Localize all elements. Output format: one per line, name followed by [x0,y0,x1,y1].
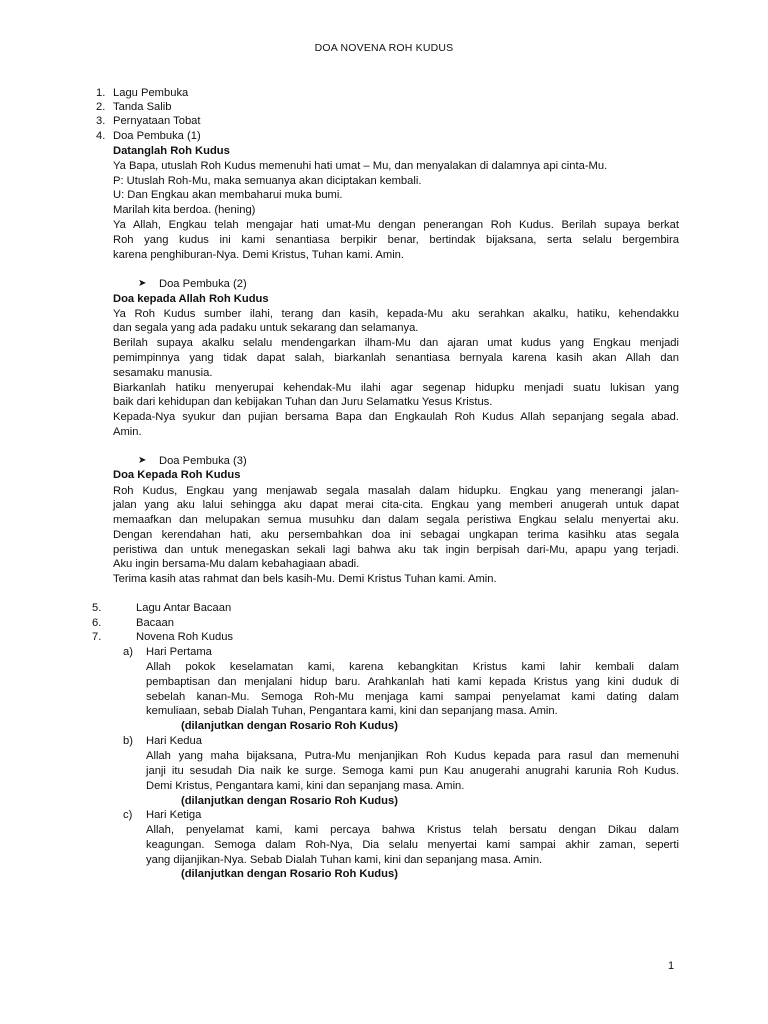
text-line: Aku ingin bersama-Mu dalam kebahagiaan abadi. [113,558,360,570]
list-number: 6. [92,617,102,629]
text-line: Ya Bapa, utuslah Roh Kudus memenuhi hati umat – Mu, dan menyalakan di dalamnya api cinta-Mu. [113,160,608,172]
sub-list-letter: a) [123,646,133,658]
list-number: 7. [92,631,102,643]
text-line: yang dijanjikan-Nya. Sebab Dialah Tuhan kami, kini dan sepanjang masa. Amin. [146,854,543,866]
list-number: 4. [96,130,106,142]
text-line: Allah pokok keselamatan kami, karena kebangkitan Kristus kami lahir kembali dalam [146,661,679,673]
list-number: 1. [96,87,106,99]
text-line: keagungan. Semoga dalam Roh-Nya, Dia selalu menyertai kami sampai akhir zaman, seperti [146,839,679,851]
text-line: Allah yang maha bijaksana, Putra-Mu menjanjikan Roh Kudus kepada para rasul dan memenuhi [146,750,679,762]
list-item: Doa Pembuka (1) [113,130,201,142]
document-title: DOA NOVENA ROH KUDUS [314,42,454,54]
sub-list-letter: c) [123,809,133,821]
section-heading: Doa Kepada Roh Kudus [113,469,241,481]
section-heading: Datanglah Roh Kudus [113,145,230,157]
list-item: Lagu Pembuka [113,87,189,99]
text-line: Roh yang kudus ini kami senantiasa berpikir benar, bertindak bijaksana, serta selalu bergembira [113,234,679,246]
text-line: Dengan kerendahan hati, aku persembahkan doa ini sebagai ungkapan terima kasihku atas segala [113,529,679,541]
sub-list-letter: b) [123,735,133,747]
continuation-note: (dilanjutkan dengan Rosario Roh Kudus) [181,868,398,880]
text-line: janji itu sesudah Dia naik ke surge. Semoga kami pun Kau anugerahi anugrahi karunia Roh Kudus. [146,765,679,777]
text-line: memaafkan dan melupakan semua musuhku dan dalam segala peristiwa Engkau selalu menyertai aku. [113,514,679,526]
arrow-bullet-icon: ➤ [138,278,147,289]
list-item: Lagu Antar Bacaan [136,602,232,614]
day-title: Hari Ketiga [146,809,202,821]
sub-item-label: Doa Pembuka (2) [159,278,247,290]
text-line: Berilah supaya akalku selalu mendengarkan ilham-Mu dan ajaran umat kudus yang Engkau menjadi [113,337,679,349]
text-line: Kepada-Nya syukur dan pujian bersama Bapa dan Engkaulah Roh Kudus Allah sepanjang segala abad. [113,411,679,423]
text-line: Roh Kudus, Engkau yang menjawab segala masalah dalam hidupku. Engkau yang menerangi jalan- [113,485,679,497]
list-number: 3. [96,115,106,127]
text-line: Ya Roh Kudus sumber ilahi, terang dan kasih, kepada-Mu aku serahkan akalku, hatiku, kehendakku [113,308,679,320]
text-line: karena penghiburan-Nya. Demi Kristus, Tuhan kami. Amin. [113,249,405,261]
section-heading: Doa kepada Allah Roh Kudus [113,293,269,305]
continuation-note: (dilanjutkan dengan Rosario Roh Kudus) [181,720,398,732]
text-line: dan segala yang ada padaku untuk sekarang dan selamanya. [113,322,419,334]
text-line: U: Dan Engkau akan membaharui muka bumi. [113,189,343,201]
list-item: Pernyataan Tobat [113,115,201,127]
text-line: Biarkanlah hatiku menyerupai kehendak-Mu ilahi agar segenap hidupku menjadi suatu lukisan yang [113,382,679,394]
text-line: Amin. [113,426,142,438]
list-item: Bacaan [136,617,174,629]
text-line: Allah, penyelamat kami, kami percaya bahwa Kristus telah bersatu dengan Dikau dalam [146,824,679,836]
list-number: 5. [92,602,102,614]
list-item: Tanda Salib [113,101,172,113]
page-number: 1 [668,960,675,972]
text-line: sesamaku manusia. [113,367,213,379]
day-title: Hari Kedua [146,735,202,747]
text-line: baik dari kehidupan dan kebijakan Tuhan dan Juru Selamatku Yesus Kristus. [113,396,493,408]
text-line: P: Utuslah Roh-Mu, maka semuanya akan diciptakan kembali. [113,175,422,187]
text-line: pemimpinnya yang tidak dapat salah, biarkanlah senantiasa bernyala karena kasih akan Allah dan [113,352,679,364]
text-line: kemuliaan, sebab Dialah Tuhan, Pengantara kami, kini dan sepanjang masa. Amin. [146,705,558,717]
day-title: Hari Pertama [146,646,212,658]
text-line: Demi Kristus, Pengantara kami, kini dan sepanjang masa. Amin. [146,780,465,792]
text-line: peristiwa dan untuk menegaskan sekali lagi bahwa aku tak ingin berpisah dari-Mu, apapu yang terjadi. [113,544,679,556]
text-line: Marilah kita berdoa. (hening) [113,204,256,216]
continuation-note: (dilanjutkan dengan Rosario Roh Kudus) [181,795,398,807]
arrow-bullet-icon: ➤ [138,455,147,466]
text-line: pembaptisan dan menjalani hidup baru. Arahkanlah hati kami kepada Kristus yang kini duduk di [146,676,679,688]
list-item: Novena Roh Kudus [136,631,234,643]
sub-item-label: Doa Pembuka (3) [159,455,247,467]
text-line: Terima kasih atas rahmat dan bels kasih-Mu. Demi Kristus Tuhan kami. Amin. [113,573,497,585]
text-line: jalan yang aku lalui sehingga aku dapat merai cita-cita. Engkau yang memberi anugerah untuk dapat [113,499,679,511]
text-line: sebelah kanan-Mu. Semoga Roh-Mu menjaga kami sampai penyelamat kami dating dalam [146,691,679,703]
list-number: 2. [96,101,106,113]
text-line: Ya Allah, Engkau telah mengajar hati umat-Mu dengan penerangan Roh Kudus. Berilah supaya berkat [113,219,679,231]
